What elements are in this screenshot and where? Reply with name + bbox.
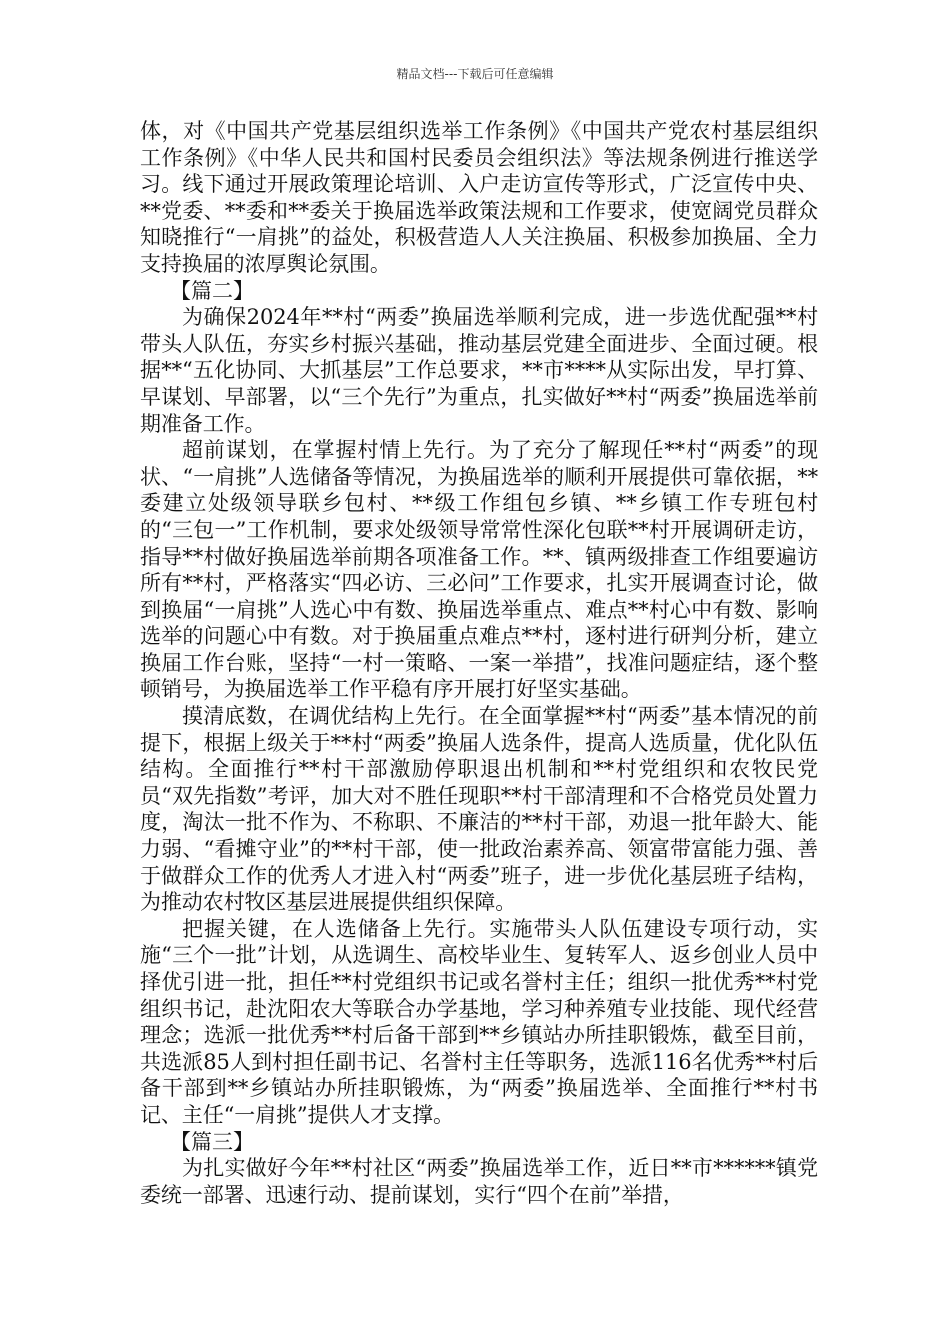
page-header: 精品文档---下载后可任意编辑 [396,67,554,81]
paragraph: 为扎实做好今年**村社区“两委”换届选举工作，近日**市******镇党委统一部署、迅速行动、提前谋划，实行“四个在前”举措， [140,1156,818,1207]
paragraph: 为确保2024年**村“两委”换届选举顺利完成，进一步选优配强**村带头人队伍，夯实乡村振兴基础，推动基层党建全面进步、全面过硬。根据**“五化协同、大抓基层”工作总要求，**市****从实际出发，早打算、早谋划、早部署，以“三个先行”为重点，扎实做好**村“两委”换届选举前期准备工作。 [140,305,818,436]
document-body [140,118,818,1208]
section-heading-3: 【篇三】 [170,1129,254,1154]
paragraph: 摸清底数，在调优结构上先行。在全面掌握**村“两委”基本情况的前提下，根据上级关于**村“两委”换届人选条件，提高人选质量，优化队伍结构。全面推行**村干部激励停职退出机制和**村党组织和农牧民党员“双先指数”考评，加大对不胜任现职**村干部清理和不合格党员处置力度，淘汰一批不作为、不称职、不廉洁的**村干部，劝退一批年龄大、能力弱、“看摊守业”的**村干部，使一批政治素养高、领富带富能力强、善于做群众工作的优秀人才进入村“两委”班子，进一步优化基层班子结构，为推动农村牧区基层进展提供组织保障。 [140,704,818,915]
section-heading-2: 【篇二】 [170,278,254,303]
paragraph-continuation: 体，对《中国共产党基层组织选举工作条例》《中国共产党农村基层组织工作条例》《中华人民共和国村民委员会组织法》等法规条例进行推送学习。线下通过开展政策理论培训、入户走访宣传等形式，广泛宣传中央、**党委、**委和**委关于换届选举政策法规和工作要求，使宽阔党员群众知晓推行“一肩挑”的益处，积极营造人人关注换届、积极参加换届、全力支持换届的浓厚舆论氛围。 [140,119,818,276]
paragraph: 超前谋划，在掌握村情上先行。为了充分了解现任**村“两委”的现状、“一肩挑”人选储备等情况，为换届选举的顺利开展提供可靠依据，**委建立处级领导联乡包村、**级工作组包乡镇、**乡镇工作专班包村的“三包一”工作机制，要求处级领导常常性深化包联**村开展调研走访，指导**村做好换届选举前期各项准备工作。**、镇两级排查工作组要遍访所有**村，严格落实“四必访、三必问”工作要求，扎实开展调查讨论，做到换届“一肩挑”人选心中有数、换届选举重点、难点**村心中有数、影响选举的问题心中有数。对于换届重点难点**村，逐村进行研判分析，建立换届工作台账，坚持“一村一策略、一案一举措”，找准问题症结，逐个整顿销号，为换届选举工作平稳有序开展打好坚实基础。 [140,438,818,702]
paragraph: 把握关键，在人选储备上先行。实施带头人队伍建设专项行动，实施“三个一批”计划，从选调生、高校毕业生、复转军人、返乡创业人员中择优引进一批，担任**村党组织书记或名誉村主任；组织一批优秀**村党组织书记，赴沈阳农大等联合办学基地，学习种养殖专业技能、现代经营理念；选派一批优秀**村后备干部到**乡镇站办所挂职锻炼，截至目前，共选派85人到村担任副书记、名誉村主任等职务，选派116名优秀**村后备干部到**乡镇站办所挂职锻炼，为“两委”换届选举、全面推行**村书记、主任“一肩挑”提供人才支撑。 [140,916,818,1127]
